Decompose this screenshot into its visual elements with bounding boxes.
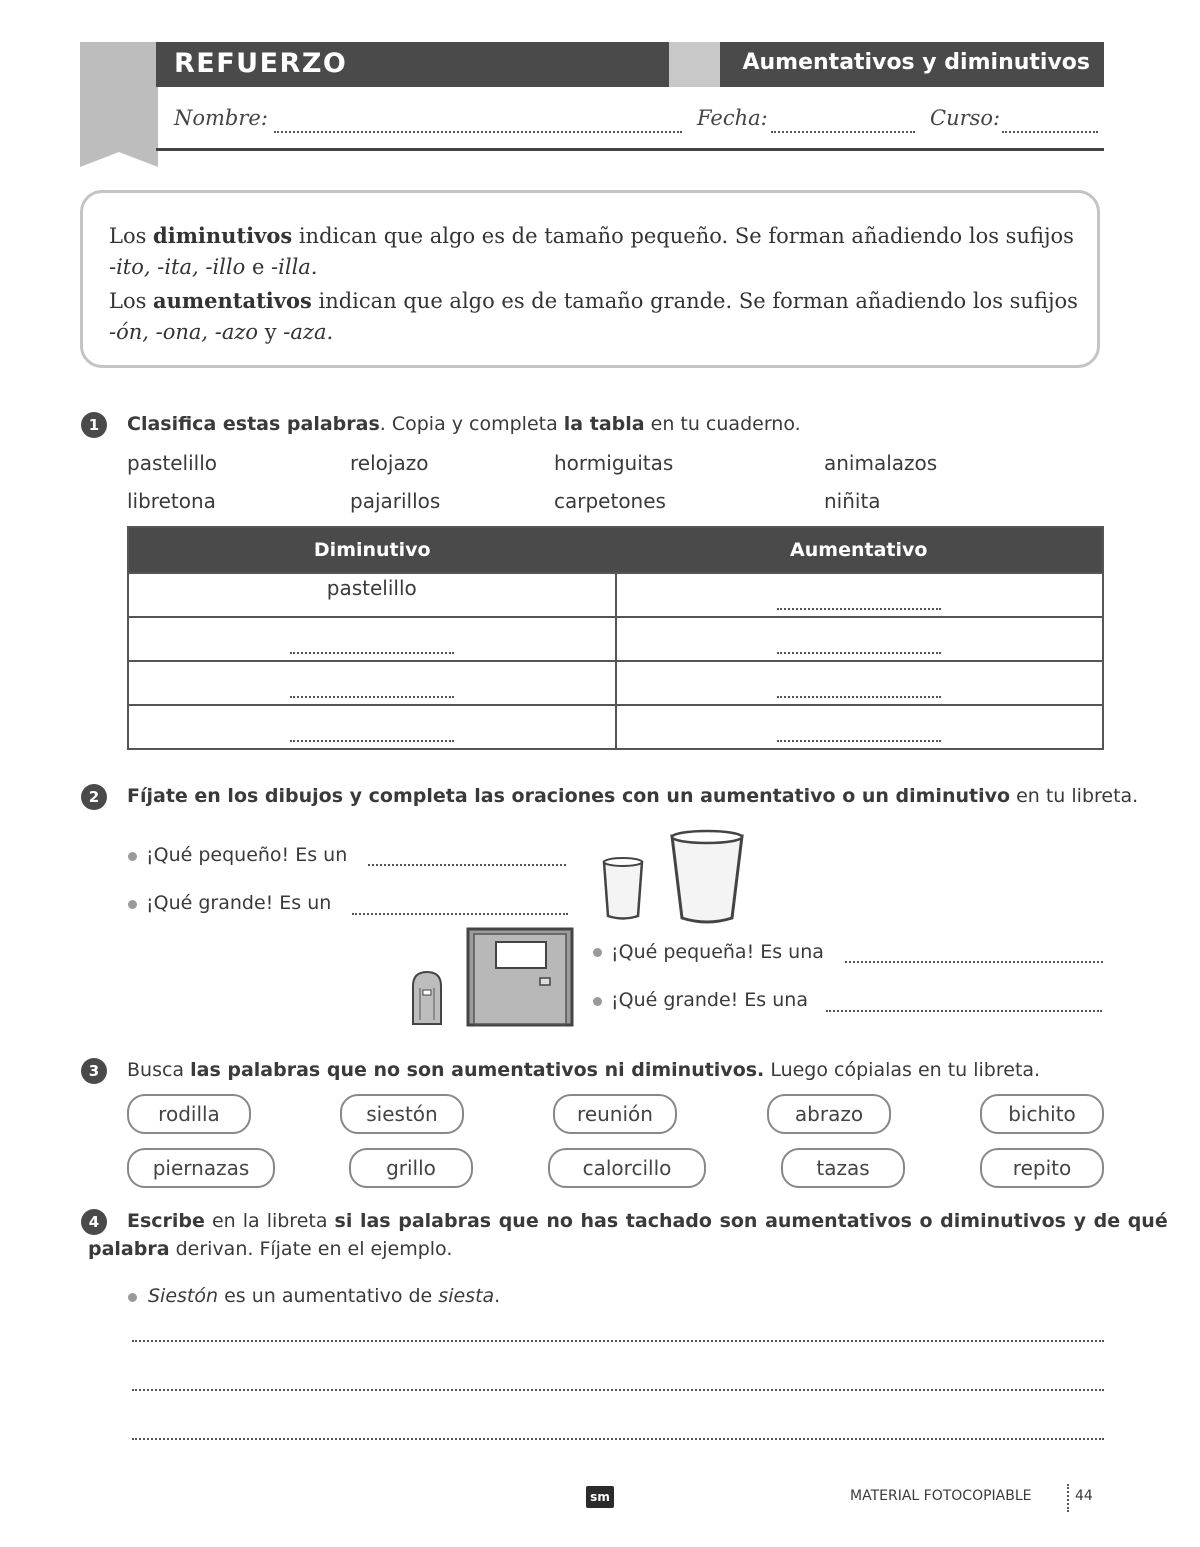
word-pill[interactable]: siestón xyxy=(340,1094,464,1134)
page-number: 44 xyxy=(1075,1488,1093,1504)
word-item: hormiguitas xyxy=(554,451,674,475)
column-header-diminutive: Diminutivo xyxy=(313,539,431,561)
answer-blank[interactable] xyxy=(777,696,941,698)
word-pill[interactable]: abrazo xyxy=(767,1094,891,1134)
writing-line[interactable] xyxy=(132,1389,1104,1391)
exercise-1-instruction: Clasifica estas palabras. Copia y completa la tabla en tu cuaderno. xyxy=(127,413,801,435)
word-pill[interactable]: piernazas xyxy=(127,1148,275,1188)
date-label: Fecha: xyxy=(697,106,768,130)
example-sentence: Siestón es un aumentativo de siesta. xyxy=(148,1285,501,1307)
small-glass-icon xyxy=(604,858,642,919)
exercise-4-instruction-cont: palabra derivan. Fíjate en el ejemplo. xyxy=(88,1238,453,1260)
answer-blank[interactable] xyxy=(777,608,941,610)
bookmark-tab xyxy=(80,42,158,167)
exercise-1-number: 1 xyxy=(81,412,107,438)
table-cell xyxy=(129,574,615,616)
word-pill[interactable]: tazas xyxy=(781,1148,905,1188)
exercise-4-instruction: Escribe en la libreta si las palabras que no has tachado son aumentativos o diminutivos y de qué xyxy=(127,1210,1168,1232)
topic-title: Aumentativos y diminutivos xyxy=(742,50,1090,75)
table-cell[interactable] xyxy=(615,662,1103,704)
big-glass-icon xyxy=(672,831,742,922)
table-cell[interactable] xyxy=(129,618,615,660)
word-item: pastelillo xyxy=(127,451,217,475)
answer-blank[interactable] xyxy=(290,696,454,698)
exercise-3-number: 3 xyxy=(81,1058,107,1084)
big-door-icon xyxy=(468,929,572,1025)
course-label: Curso: xyxy=(930,106,1001,130)
diminutive-rule: Los diminutivos indican que algo es de tamaño pequeño. Se forman añadiendo los sufijos xyxy=(109,223,1074,248)
augmentative-suffixes: -ón, -ona, -azo y -aza. xyxy=(109,320,334,344)
glasses-illustration xyxy=(598,828,748,928)
answer-blank[interactable] xyxy=(290,652,454,654)
table-row xyxy=(129,704,1102,748)
answer-blank[interactable] xyxy=(368,864,566,866)
word-item: carpetones xyxy=(554,489,666,513)
answer-blank[interactable] xyxy=(777,740,941,742)
column-header-augmentative: Aumentativo xyxy=(790,539,928,561)
word-item: relojazo xyxy=(350,451,429,475)
table-header xyxy=(129,528,1102,572)
word-pill[interactable]: rodilla xyxy=(127,1094,251,1134)
table-row xyxy=(129,572,1102,616)
word-pill[interactable]: calorcillo xyxy=(548,1148,706,1188)
student-info-row xyxy=(174,106,1104,136)
sentence-big-door: ¡Qué grande! Es una xyxy=(611,989,808,1011)
word-item: pajarillos xyxy=(350,489,441,513)
sentence-big-glass: ¡Qué grande! Es un xyxy=(146,892,332,914)
table-cell[interactable] xyxy=(129,706,615,748)
section-label: REFUERZO xyxy=(174,48,348,79)
publisher-logo: sm xyxy=(586,1486,614,1508)
table-row xyxy=(129,616,1102,660)
word-pill[interactable]: reunión xyxy=(553,1094,677,1134)
header-divider xyxy=(156,148,1104,151)
word-pill[interactable]: grillo xyxy=(349,1148,473,1188)
table-cell[interactable] xyxy=(129,662,615,704)
bullet xyxy=(593,948,602,957)
exercise-3-instruction: Busca las palabras que no son aumentativos ni diminutivos. Luego cópialas en tu libreta. xyxy=(127,1059,1041,1081)
sentence-small-door: ¡Qué pequeña! Es una xyxy=(611,941,824,963)
writing-line[interactable] xyxy=(132,1438,1104,1440)
date-field[interactable] xyxy=(771,131,915,133)
exercise-4-number: 4 xyxy=(81,1209,107,1235)
classification-table xyxy=(127,526,1104,750)
name-field[interactable] xyxy=(274,131,682,133)
example-answer: pastelillo xyxy=(326,576,417,600)
table-cell[interactable] xyxy=(615,706,1103,748)
word-pill[interactable]: bichito xyxy=(980,1094,1104,1134)
augmentative-rule: Los aumentativos indican que algo es de tamaño grande. Se forman añadiendo los sufijos xyxy=(109,288,1078,313)
exercise-2-number: 2 xyxy=(81,784,107,810)
bullet xyxy=(128,852,137,861)
answer-blank[interactable] xyxy=(826,1010,1102,1012)
doors-illustration xyxy=(408,926,576,1028)
bullet xyxy=(593,997,602,1006)
exercise-2-instruction: Fíjate en los dibujos y completa las oraciones con un aumentativo o un diminutivo en tu libreta. xyxy=(127,785,1139,807)
banner-spacer xyxy=(669,42,720,87)
table-cell[interactable] xyxy=(615,574,1103,616)
word-item: libretona xyxy=(127,489,216,513)
topic-banner xyxy=(720,42,1104,87)
table-cell[interactable] xyxy=(615,618,1103,660)
photocopiable-label: MATERIAL FOTOCOPIABLE xyxy=(850,1488,1032,1504)
footer-divider xyxy=(1067,1484,1069,1512)
answer-blank[interactable] xyxy=(352,913,568,915)
name-label: Nombre: xyxy=(174,106,268,130)
answer-blank[interactable] xyxy=(290,740,454,742)
small-door-icon xyxy=(413,972,441,1024)
answer-blank[interactable] xyxy=(845,961,1103,963)
word-pill[interactable]: repito xyxy=(980,1148,1104,1188)
word-item: animalazos xyxy=(824,451,938,475)
table-row xyxy=(129,660,1102,704)
rule-box xyxy=(80,190,1100,368)
bullet xyxy=(128,1293,137,1302)
writing-line[interactable] xyxy=(132,1340,1104,1342)
diminutive-suffixes: -ito, -ita, -illo e -illa. xyxy=(109,255,318,279)
word-item: niñita xyxy=(824,489,881,513)
answer-blank[interactable] xyxy=(777,652,941,654)
bullet xyxy=(128,900,137,909)
course-field[interactable] xyxy=(1002,131,1098,133)
sentence-small-glass: ¡Qué pequeño! Es un xyxy=(146,844,348,866)
section-banner xyxy=(156,42,669,87)
